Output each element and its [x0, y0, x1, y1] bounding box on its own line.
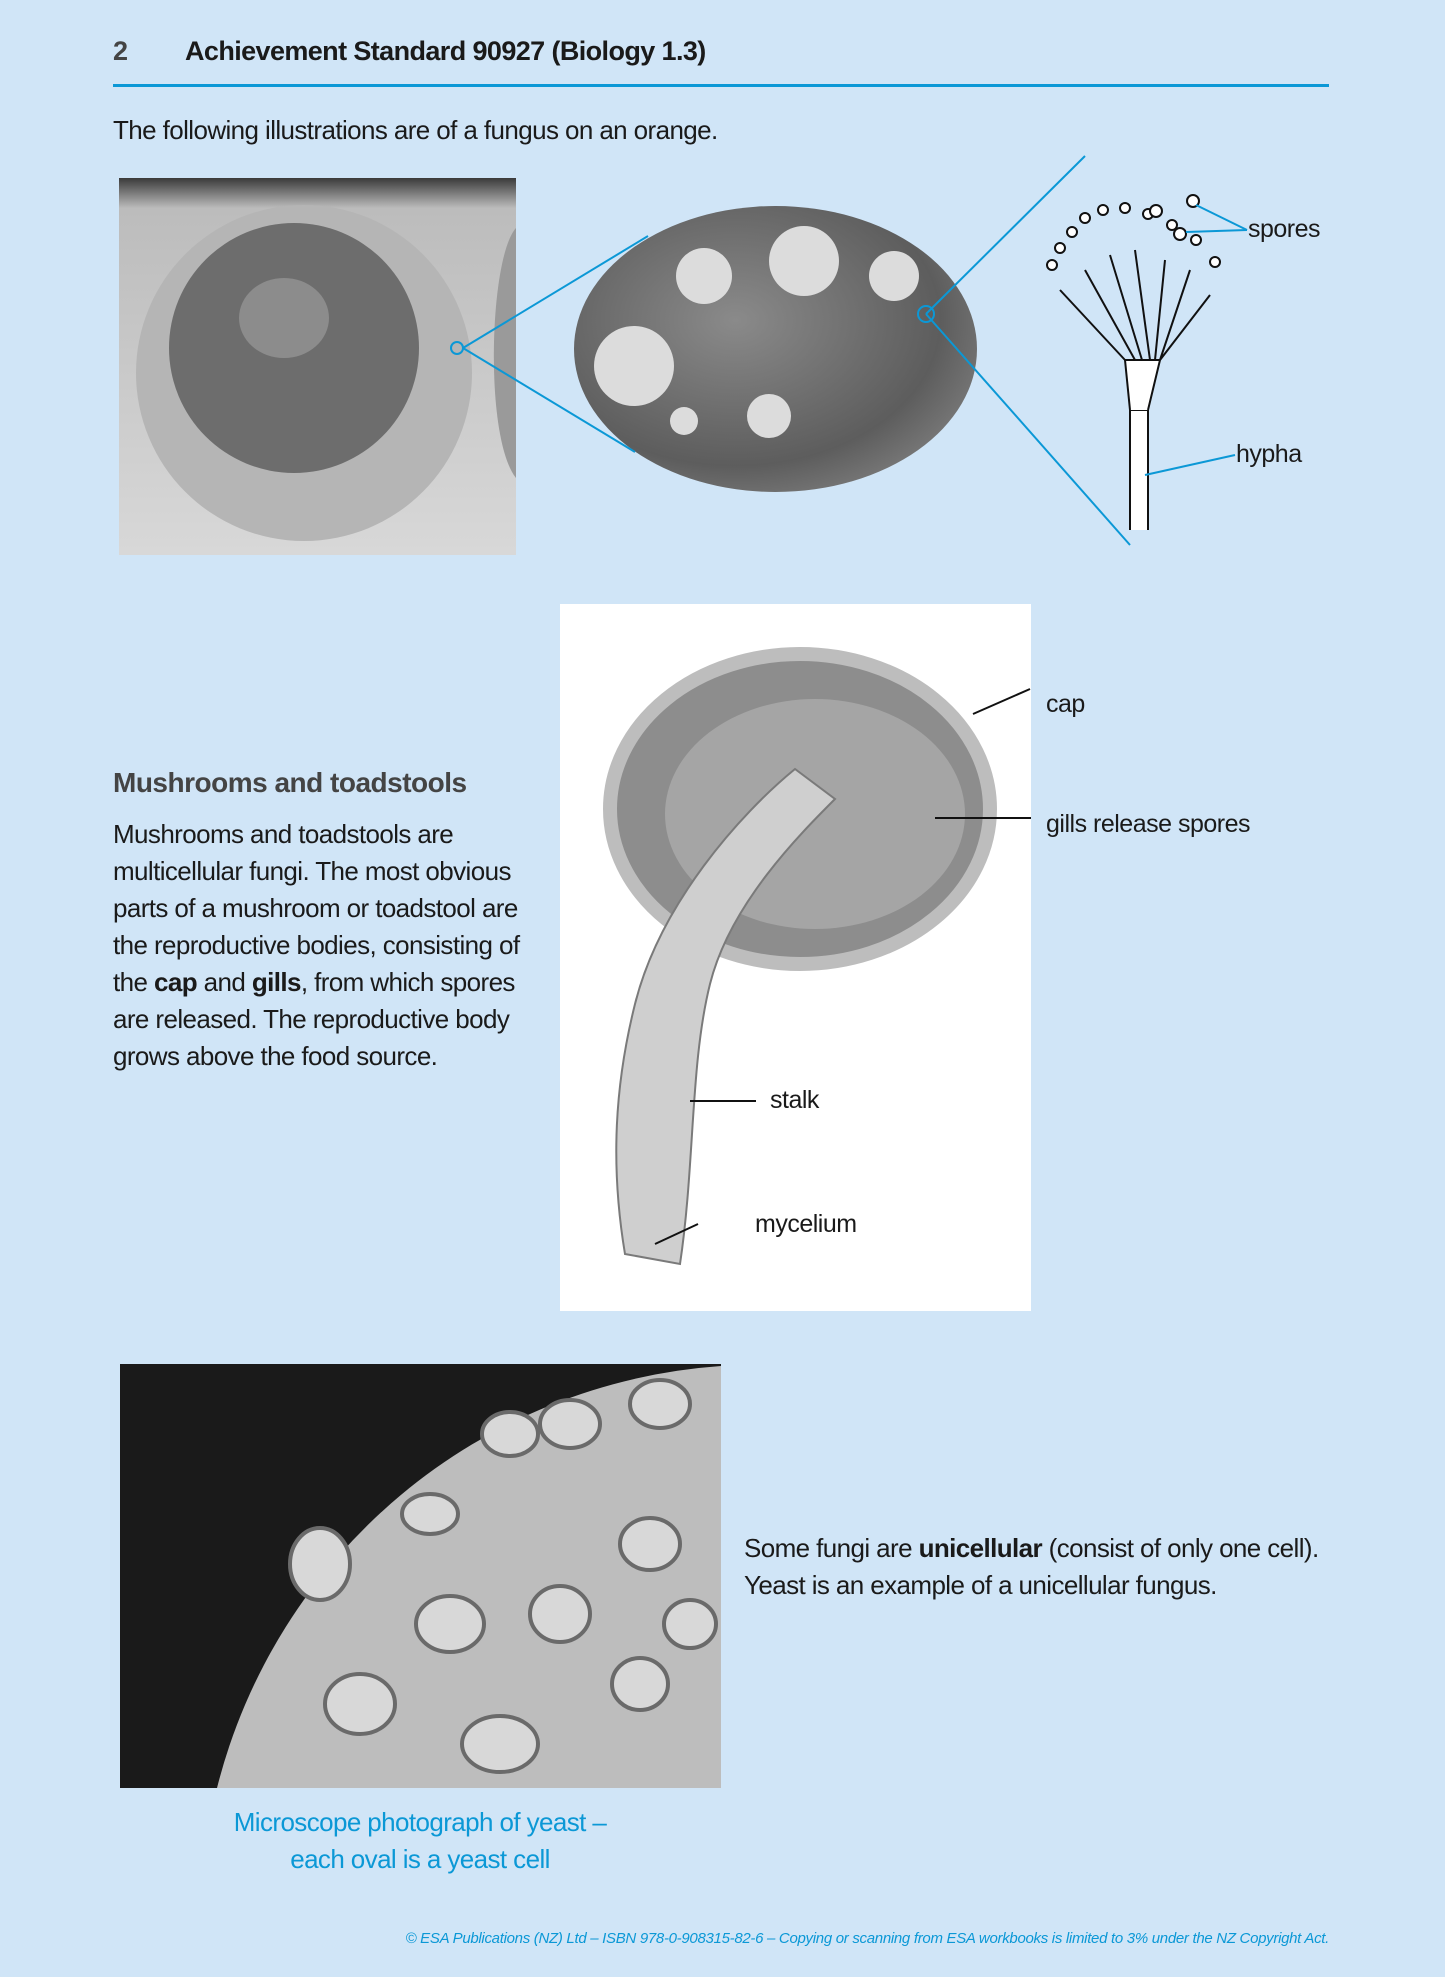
caption-line: each oval is a yeast cell	[290, 1844, 550, 1874]
label-hypha: hypha	[1236, 440, 1302, 468]
bold-term: unicellular	[918, 1533, 1043, 1563]
text: and	[196, 967, 252, 997]
bold-term: gills	[251, 967, 301, 997]
label-mycelium: mycelium	[755, 1210, 857, 1238]
section-heading: Mushrooms and toadstools	[113, 767, 467, 798]
label-gills: gills release spores	[1046, 810, 1250, 838]
yeast-caption	[180, 1804, 660, 1878]
text: Some fungi are	[744, 1533, 919, 1563]
page-header-title: Achievement Standard 90927 (Biology 1.3)	[185, 36, 706, 66]
text: (consist of only one cell). Yeast is an example of a unicellular fungus.	[744, 1533, 1319, 1600]
unicellular-paragraph	[744, 1530, 1384, 1604]
label-stalk: stalk	[770, 1086, 819, 1114]
label-spores: spores	[1248, 215, 1321, 243]
label-cap: cap	[1046, 690, 1085, 718]
mushroom-photo	[560, 604, 1031, 1311]
mushroom-paragraph	[113, 816, 533, 1075]
text: Mushrooms and toadstools are multicellular fungi. The most obvious parts of a mushroom or toadstool are the reproductive bodies, consisting of the	[113, 819, 520, 997]
intro-text: The following illustrations are of a fungus on an orange.	[113, 115, 718, 145]
copyright-footer: © ESA Publications (NZ) Ltd – ISBN 978-0-908315-82-6 – Copying or scanning from ESA workbooks is limited to 3% under the NZ Copyright Act.	[405, 1930, 1329, 1947]
caption-line: Microscope photograph of yeast –	[233, 1807, 607, 1837]
zoom-connector-lines	[0, 0, 1445, 600]
text: , from which spores are released. The reproductive body grows above the food source.	[113, 967, 515, 1071]
bold-term: cap	[153, 967, 197, 997]
yeast-microscope-photo	[120, 1364, 721, 1788]
page-number: 2	[113, 36, 129, 66]
